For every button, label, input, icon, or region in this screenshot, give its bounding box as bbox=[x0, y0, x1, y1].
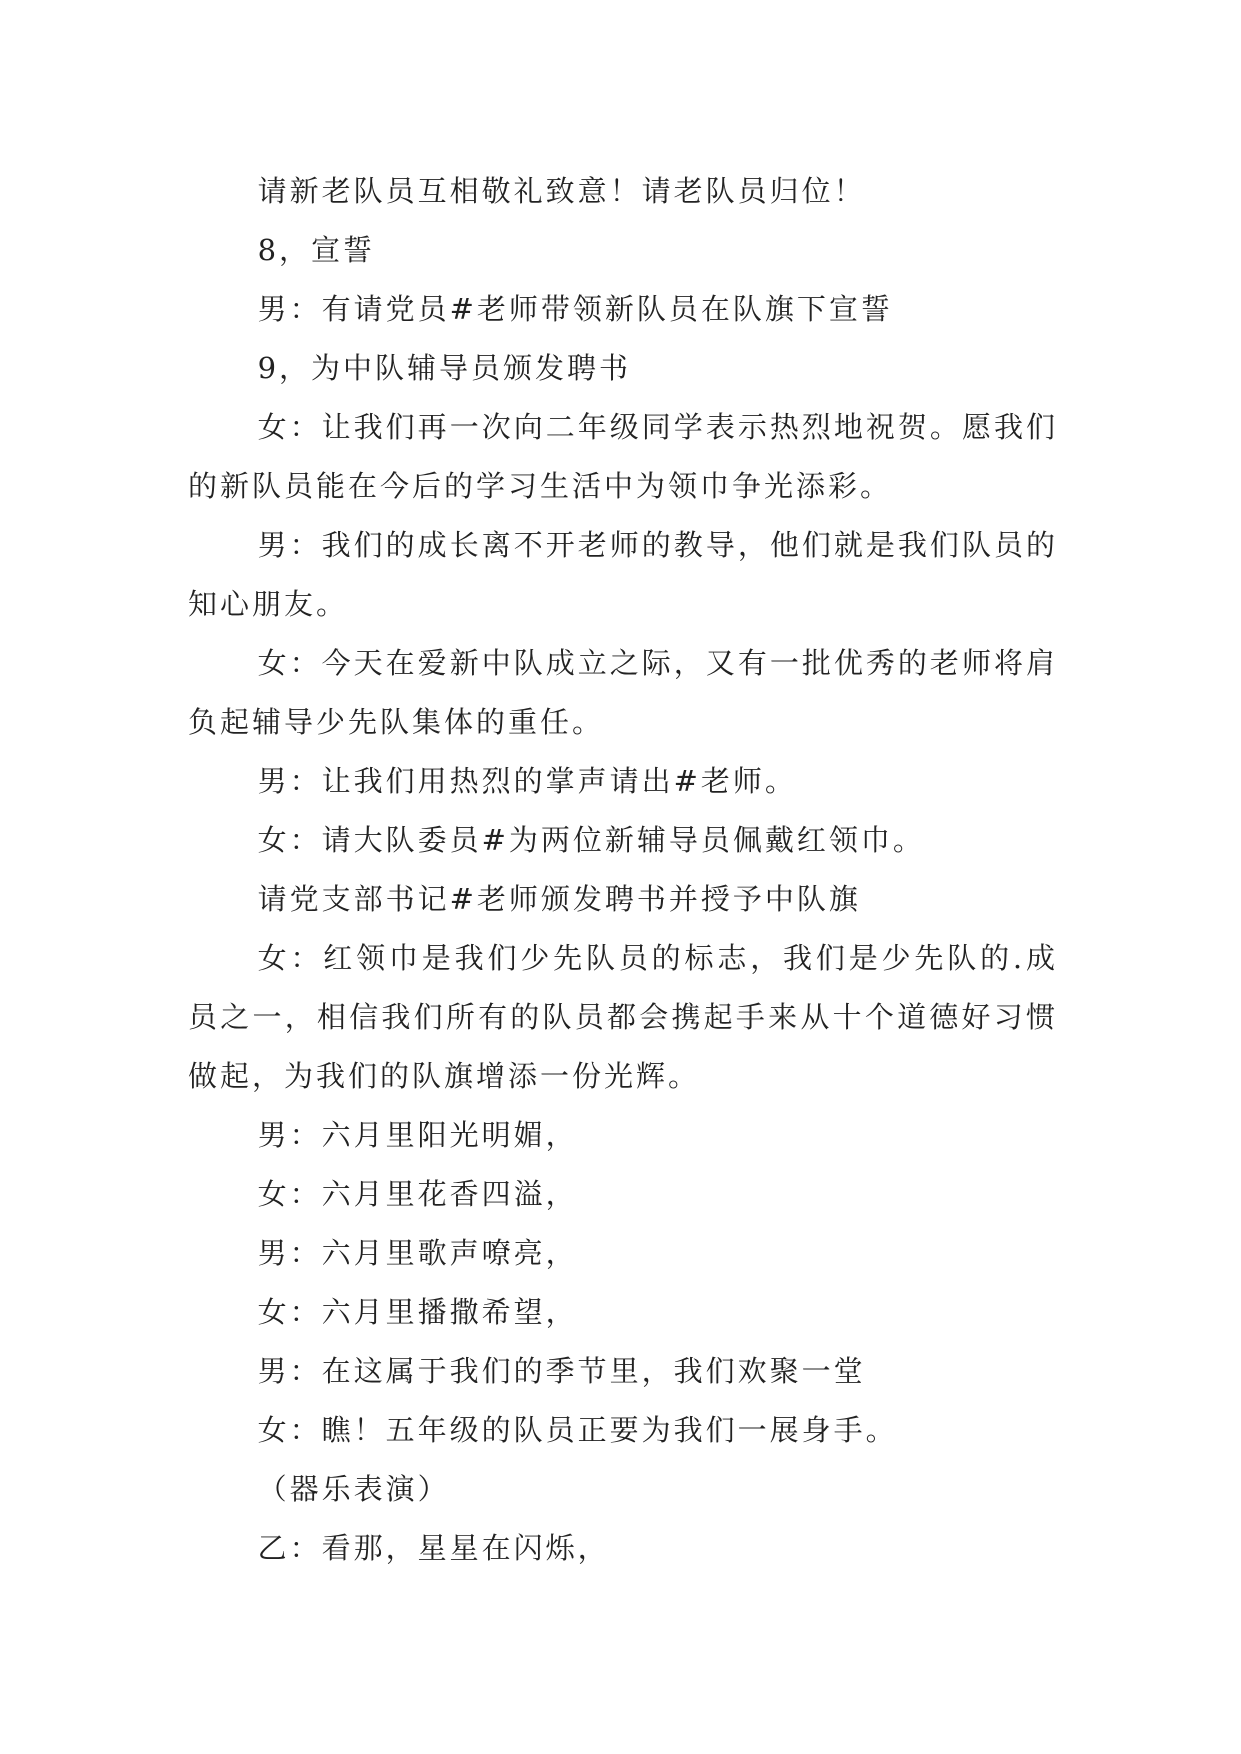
paragraph: 请新老队员互相敬礼致意！请老队员归位！ bbox=[257, 174, 866, 208]
paragraph: 9，为中队辅导员颁发聘书 bbox=[257, 351, 632, 385]
paragraph: 乙：看那，星星在闪烁， bbox=[257, 1531, 610, 1565]
paragraph: 女：六月里播撒希望， bbox=[257, 1295, 578, 1329]
paragraph: 男：有请党员#老师带领新队员在队旗下宣誓 bbox=[257, 292, 893, 326]
paragraph: 男：六月里歌声嘹亮， bbox=[257, 1236, 578, 1270]
paragraph: 男：在这属于我们的季节里，我们欢聚一堂 bbox=[257, 1354, 866, 1388]
paragraph: 请党支部书记#老师颁发聘书并授予中队旗 bbox=[257, 882, 861, 916]
paragraph: 女：请大队委员#为两位新辅导员佩戴红领巾。 bbox=[257, 823, 925, 857]
paragraph: 8，宣誓 bbox=[257, 233, 376, 267]
document-body bbox=[188, 162, 1058, 1578]
paragraph: 女：让我们再一次向二年级同学表示热烈地祝贺。愿我们的新队员能在今后的学习生活中为领巾争光添彩。 bbox=[188, 410, 1058, 503]
paragraph: 男：我们的成长离不开老师的教导，他们就是我们队员的知心朋友。 bbox=[188, 528, 1058, 621]
paragraph: 男：六月里阳光明媚， bbox=[257, 1118, 578, 1152]
paragraph: 女：今天在爱新中队成立之际，又有一批优秀的老师将肩负起辅导少先队集体的重任。 bbox=[188, 646, 1058, 739]
paragraph: （器乐表演） bbox=[257, 1472, 450, 1506]
paragraph: 女：六月里花香四溢， bbox=[257, 1177, 578, 1211]
paragraph: 女：瞧！五年级的队员正要为我们一展身手。 bbox=[257, 1413, 898, 1447]
paragraph: 女：红领巾是我们少先队员的标志，我们是少先队的.成员之一，相信我们所有的队员都会携起手来从十个道德好习惯做起，为我们的队旗增添一份光辉。 bbox=[188, 941, 1058, 1093]
paragraph: 男：让我们用热烈的掌声请出#老师。 bbox=[257, 764, 797, 798]
